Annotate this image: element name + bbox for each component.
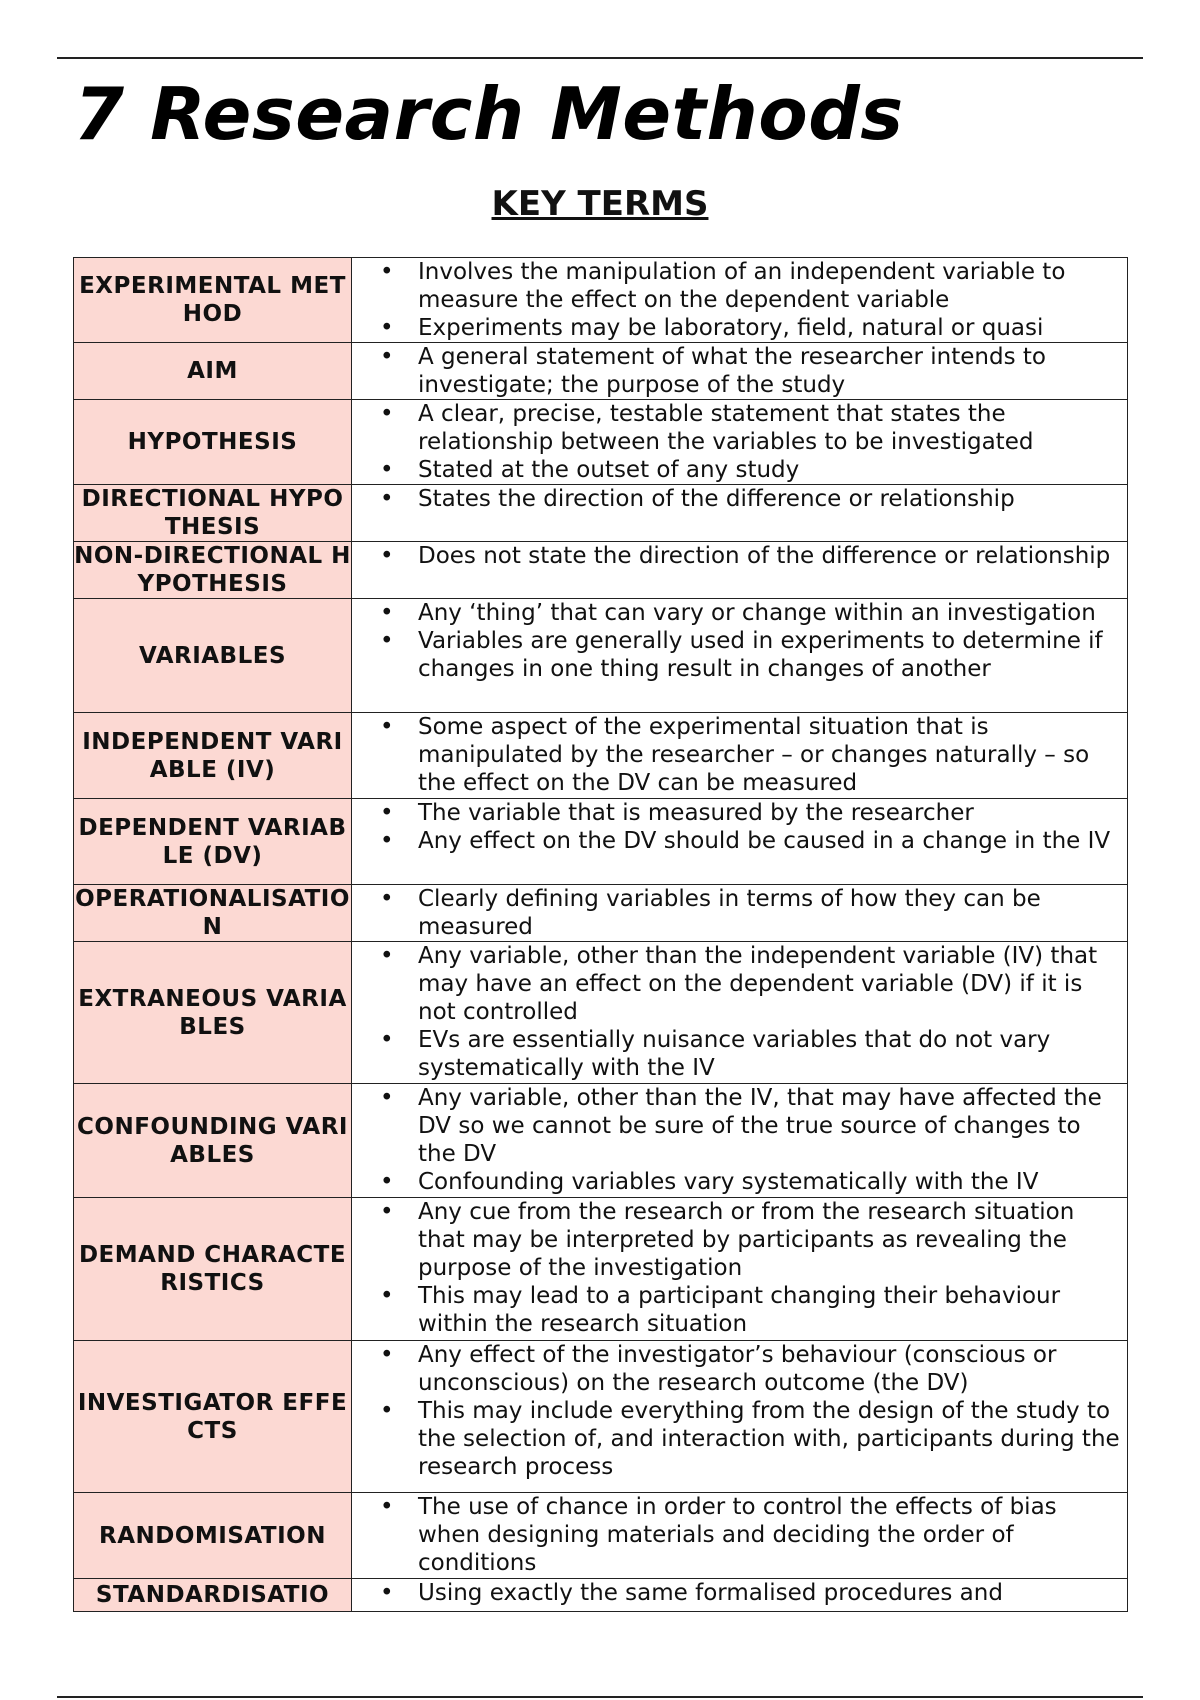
table-row xyxy=(74,485,1128,542)
table-row xyxy=(74,1493,1128,1579)
table-row xyxy=(74,942,1128,1084)
section-subtitle: KEY TERMS xyxy=(491,184,709,224)
term-cell: EXPERIMENTAL METHOD xyxy=(74,258,352,343)
table-row xyxy=(74,1579,1128,1612)
term-cell: HYPOTHESIS xyxy=(74,400,352,485)
definition-cell xyxy=(352,343,1128,400)
definition-bullet: • This may include everything from the design of the study to the selection of, and interaction with, participants during the research process xyxy=(418,1397,1121,1481)
definition-cell xyxy=(352,799,1128,885)
definition-bullet: • Clearly defining variables in terms of how they can be measured xyxy=(418,885,1121,941)
top-rule xyxy=(57,57,1143,59)
key-terms-table xyxy=(73,257,1128,1612)
bottom-rule xyxy=(57,1696,1143,1698)
definition-cell xyxy=(352,1493,1128,1579)
definition-bullet: • The use of chance in order to control the effects of bias when designing materials and deciding the order of conditions xyxy=(418,1493,1121,1577)
term-cell: INDEPENDENT VARIABLE (IV) xyxy=(74,713,352,799)
term-cell: DEMAND CHARACTERISTICS xyxy=(74,1198,352,1341)
definition-bullet: • Any effect of the investigator’s behaviour (conscious or unconscious) on the research outcome (the DV) xyxy=(418,1341,1121,1397)
definition-bullet: • Does not state the direction of the difference or relationship xyxy=(418,542,1121,570)
term-cell: DIRECTIONAL HYPOTHESIS xyxy=(74,485,352,542)
table-row xyxy=(74,1341,1128,1493)
definition-cell xyxy=(352,599,1128,713)
definition-cell xyxy=(352,542,1128,599)
term-cell: CONFOUNDING VARIABLES xyxy=(74,1084,352,1198)
term-cell: OPERATIONALISATION xyxy=(75,886,350,940)
table-row xyxy=(74,1084,1128,1198)
definition-cell xyxy=(352,942,1128,1084)
definition-bullet: • Involves the manipulation of an independent variable to measure the effect on the dependent variable xyxy=(418,258,1121,314)
page-title: 7 Research Methods xyxy=(74,72,904,156)
definition-bullet: • Experiments may be laboratory, field, natural or quasi xyxy=(418,314,1121,342)
term-cell: NON-DIRECTIONAL HYPOTHESIS xyxy=(74,543,351,597)
definition-bullet: • Some aspect of the experimental situation that is manipulated by the researcher – or changes naturally – so the effect on the DV can be measured xyxy=(418,713,1121,797)
term-cell: VARIABLES xyxy=(74,599,352,713)
table-row xyxy=(74,599,1128,713)
definition-bullet: • Confounding variables vary systematically with the IV xyxy=(418,1168,1121,1196)
definition-cell xyxy=(352,400,1128,485)
definition-bullet: • Stated at the outset of any study xyxy=(418,456,1121,484)
definition-cell xyxy=(352,1579,1128,1612)
definition-cell xyxy=(352,485,1128,542)
table-row xyxy=(74,799,1128,885)
table-row xyxy=(74,1198,1128,1341)
definition-cell xyxy=(352,1084,1128,1198)
definition-bullet: • Any variable, other than the IV, that may have affected the DV so we cannot be sure of the true source of changes to the DV xyxy=(418,1084,1121,1168)
term-cell: INVESTIGATOR EFFECTS xyxy=(74,1341,352,1493)
definition-cell xyxy=(352,1341,1128,1493)
definition-bullet: • EVs are essentially nuisance variables that do not vary systematically with the IV xyxy=(418,1026,1121,1082)
definition-bullet: • States the direction of the difference or relationship xyxy=(418,485,1121,513)
definition-cell xyxy=(352,885,1128,942)
definition-bullet: • The variable that is measured by the researcher xyxy=(418,799,1121,827)
definition-bullet: • This may lead to a participant changing their behaviour within the research situation xyxy=(418,1282,1121,1338)
term-cell: EXTRANEOUS VARIABLES xyxy=(74,942,352,1084)
definition-bullet: • A general statement of what the researcher intends to investigate; the purpose of the study xyxy=(418,343,1121,399)
definition-bullet: • Any variable, other than the independent variable (IV) that may have an effect on the dependent variable (DV) if it is not controlled xyxy=(418,942,1121,1026)
table-row xyxy=(74,885,1128,942)
term-cell: DEPENDENT VARIABLE (DV) xyxy=(74,799,352,885)
table-row xyxy=(74,400,1128,485)
table-row xyxy=(74,258,1128,343)
table-row xyxy=(74,343,1128,400)
definition-bullet: • Any ‘thing’ that can vary or change within an investigation xyxy=(418,599,1121,627)
term-cell: RANDOMISATION xyxy=(74,1493,352,1579)
table-row xyxy=(74,542,1128,599)
definition-bullet: • Using exactly the same formalised procedures and xyxy=(418,1579,1121,1607)
definition-cell xyxy=(352,258,1128,343)
definition-bullet: • Any effect on the DV should be caused in a change in the IV xyxy=(418,827,1121,855)
term-cell: AIM xyxy=(74,343,352,400)
table-row xyxy=(74,713,1128,799)
definition-bullet: • A clear, precise, testable statement that states the relationship between the variables to be investigated xyxy=(418,400,1121,456)
definition-cell xyxy=(352,713,1128,799)
definition-cell xyxy=(352,1198,1128,1341)
definition-bullet: • Any cue from the research or from the research situation that may be interpreted by participants as revealing the purpose of the investigation xyxy=(418,1198,1121,1282)
definition-bullet: • Variables are generally used in experiments to determine if changes in one thing result in changes of another xyxy=(418,627,1121,683)
term-cell: STANDARDISATIO xyxy=(74,1579,352,1612)
